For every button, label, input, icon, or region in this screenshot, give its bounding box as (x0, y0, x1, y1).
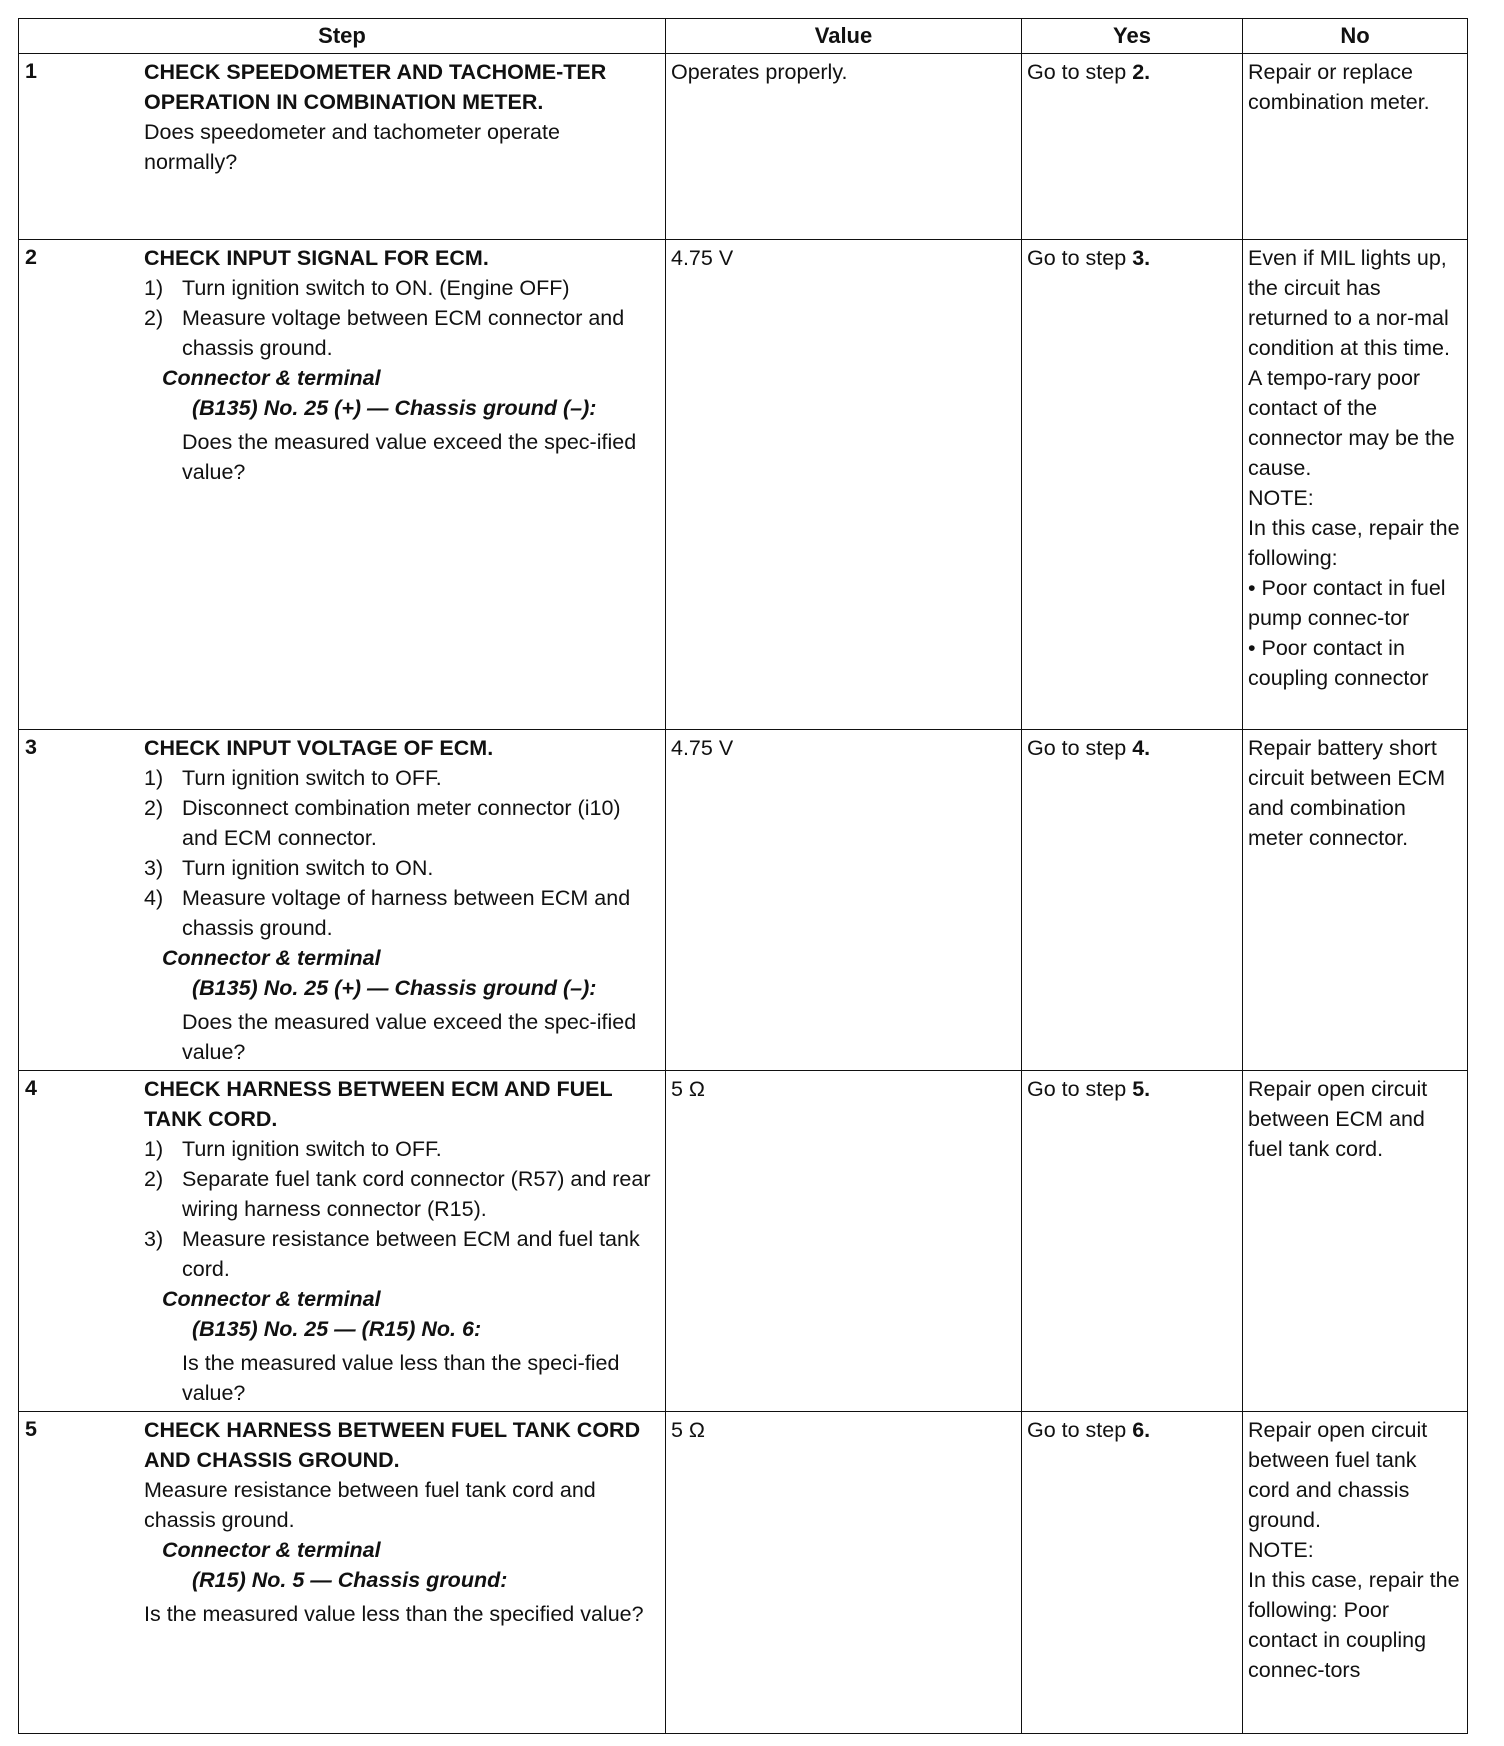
list-item-number: 2) (144, 1167, 164, 1191)
list-item-text: Disconnect combination meter connector (i10) and ECM connector. (182, 796, 621, 850)
connector-terminal-label: Connector & terminal (162, 1538, 381, 1562)
no-cell (1243, 240, 1468, 730)
step-number: 1 (25, 59, 37, 83)
note-bullet: • Poor contact in coupling connector (1248, 636, 1429, 690)
table-row (19, 730, 1468, 1071)
list-item-number: 3) (144, 1227, 164, 1251)
connector-spec: (R15) No. 5 — Chassis ground: (192, 1568, 508, 1592)
step-question: Does the measured value exceed the spec-ified value? (182, 1010, 637, 1064)
yes-cell (1022, 240, 1243, 730)
diagnostic-table (18, 18, 1468, 1734)
list-item-text: Measure voltage of harness between ECM and chassis ground. (182, 886, 631, 940)
step-title: CHECK HARNESS BETWEEN FUEL TANK CORD AND CHASSIS GROUND. (144, 1418, 641, 1472)
step-question: Is the measured value less than the speci-fied value? (182, 1351, 620, 1405)
value-cell: 5 Ω (666, 1071, 1022, 1412)
list-item-text: Measure voltage between ECM connector and chassis ground. (182, 306, 625, 360)
yes-cell (1022, 1412, 1243, 1734)
list-item (144, 793, 658, 853)
step-cell (19, 730, 666, 1071)
note-text: In this case, repair the following: (1248, 516, 1460, 570)
value-cell: 4.75 V (666, 730, 1022, 1071)
yes-prefix: Go to step (1027, 1418, 1127, 1442)
list-item (144, 303, 658, 363)
no-cell (1243, 1071, 1468, 1412)
yes-cell (1022, 1071, 1243, 1412)
list-item (144, 273, 658, 303)
step-cell (19, 54, 666, 240)
yes-step: 6. (1132, 1418, 1151, 1442)
value-cell: 5 Ω (666, 1412, 1022, 1734)
value-cell: Operates properly. (666, 54, 1022, 240)
list-item-text: Turn ignition switch to OFF. (182, 766, 442, 790)
no-cell (1243, 54, 1468, 240)
header-no: No (1243, 19, 1468, 54)
table-row (19, 240, 1468, 730)
no-cell (1243, 730, 1468, 1071)
yes-step: 4. (1132, 736, 1151, 760)
list-item-number: 3) (144, 856, 164, 880)
note-label: NOTE: (1248, 1538, 1314, 1562)
diagnostic-procedure-document (18, 18, 1467, 1730)
step-intro: Measure resistance between fuel tank cord and chassis ground. (144, 1478, 596, 1532)
list-item (144, 763, 658, 793)
connector-spec: (B135) No. 25 (+) — Chassis ground (–): (192, 396, 597, 420)
yes-prefix: Go to step (1027, 1077, 1127, 1101)
no-text: Repair open circuit between fuel tank cord and chassis ground. (1248, 1418, 1428, 1532)
step-title: CHECK HARNESS BETWEEN ECM AND FUEL TANK CORD. (144, 1077, 613, 1131)
header-yes: Yes (1022, 19, 1243, 54)
list-item-number: 2) (144, 306, 164, 330)
yes-step: 5. (1132, 1077, 1151, 1101)
step-cell (19, 1071, 666, 1412)
step-number: 3 (25, 735, 37, 759)
list-item (144, 1134, 658, 1164)
step-number: 2 (25, 245, 37, 269)
step-title: CHECK INPUT SIGNAL FOR ECM. (144, 246, 489, 270)
list-item (144, 853, 658, 883)
step-question: Is the measured value less than the specified value? (144, 1602, 644, 1626)
list-item (144, 1164, 658, 1224)
list-item-text: Turn ignition switch to ON. (182, 856, 434, 880)
table-row (19, 1412, 1468, 1734)
list-item-number: 1) (144, 1137, 164, 1161)
step-title: CHECK SPEEDOMETER AND TACHOME-TER OPERATION IN COMBINATION METER. (144, 60, 607, 114)
step-question: Does the measured value exceed the spec-ified value? (182, 430, 637, 484)
step-question: Does speedometer and tachometer operate normally? (144, 120, 560, 174)
list-item (144, 883, 658, 943)
yes-cell (1022, 54, 1243, 240)
list-item-text: Turn ignition switch to ON. (Engine OFF) (182, 276, 570, 300)
list-item-number: 1) (144, 276, 164, 300)
yes-prefix: Go to step (1027, 246, 1127, 270)
note-text: In this case, repair the following: Poor contact in coupling connec-tors (1248, 1568, 1460, 1682)
step-title: CHECK INPUT VOLTAGE OF ECM. (144, 736, 494, 760)
value-cell: 4.75 V (666, 240, 1022, 730)
no-cell (1243, 1412, 1468, 1734)
yes-prefix: Go to step (1027, 60, 1127, 84)
list-item-text: Turn ignition switch to OFF. (182, 1137, 442, 1161)
step-number: 5 (25, 1417, 37, 1441)
header-step: Step (19, 19, 666, 54)
connector-terminal-label: Connector & terminal (162, 946, 381, 970)
no-text: Repair battery short circuit between ECM and combination meter connector. (1248, 736, 1446, 850)
note-bullet: • Poor contact in fuel pump connec-tor (1248, 576, 1446, 630)
yes-step: 2. (1132, 60, 1151, 84)
list-item (144, 1224, 658, 1284)
list-item-text: Measure resistance between ECM and fuel tank cord. (182, 1227, 640, 1281)
table-row (19, 1071, 1468, 1412)
yes-prefix: Go to step (1027, 736, 1127, 760)
yes-cell (1022, 730, 1243, 1071)
table-row (19, 54, 1468, 240)
list-item-number: 2) (144, 796, 164, 820)
list-item-number: 1) (144, 766, 164, 790)
connector-terminal-label: Connector & terminal (162, 1287, 381, 1311)
connector-terminal-label: Connector & terminal (162, 366, 381, 390)
no-text: Repair or replace combination meter. (1248, 60, 1430, 114)
step-number: 4 (25, 1076, 37, 1100)
step-cell (19, 240, 666, 730)
list-item-text: Separate fuel tank cord connector (R57) and rear wiring harness connector (R15). (182, 1167, 651, 1221)
step-cell (19, 1412, 666, 1734)
header-row (19, 19, 1468, 54)
yes-step: 3. (1132, 246, 1151, 270)
no-text: Even if MIL lights up, the circuit has returned to a nor-mal condition at this time. A tempo-rary poor contact of the connector may be the cause. (1248, 246, 1455, 480)
note-label: NOTE: (1248, 486, 1314, 510)
no-text: Repair open circuit between ECM and fuel tank cord. (1248, 1077, 1428, 1161)
header-value: Value (666, 19, 1022, 54)
connector-spec: (B135) No. 25 (+) — Chassis ground (–): (192, 976, 597, 1000)
connector-spec: (B135) No. 25 — (R15) No. 6: (192, 1317, 482, 1341)
list-item-number: 4) (144, 886, 164, 910)
